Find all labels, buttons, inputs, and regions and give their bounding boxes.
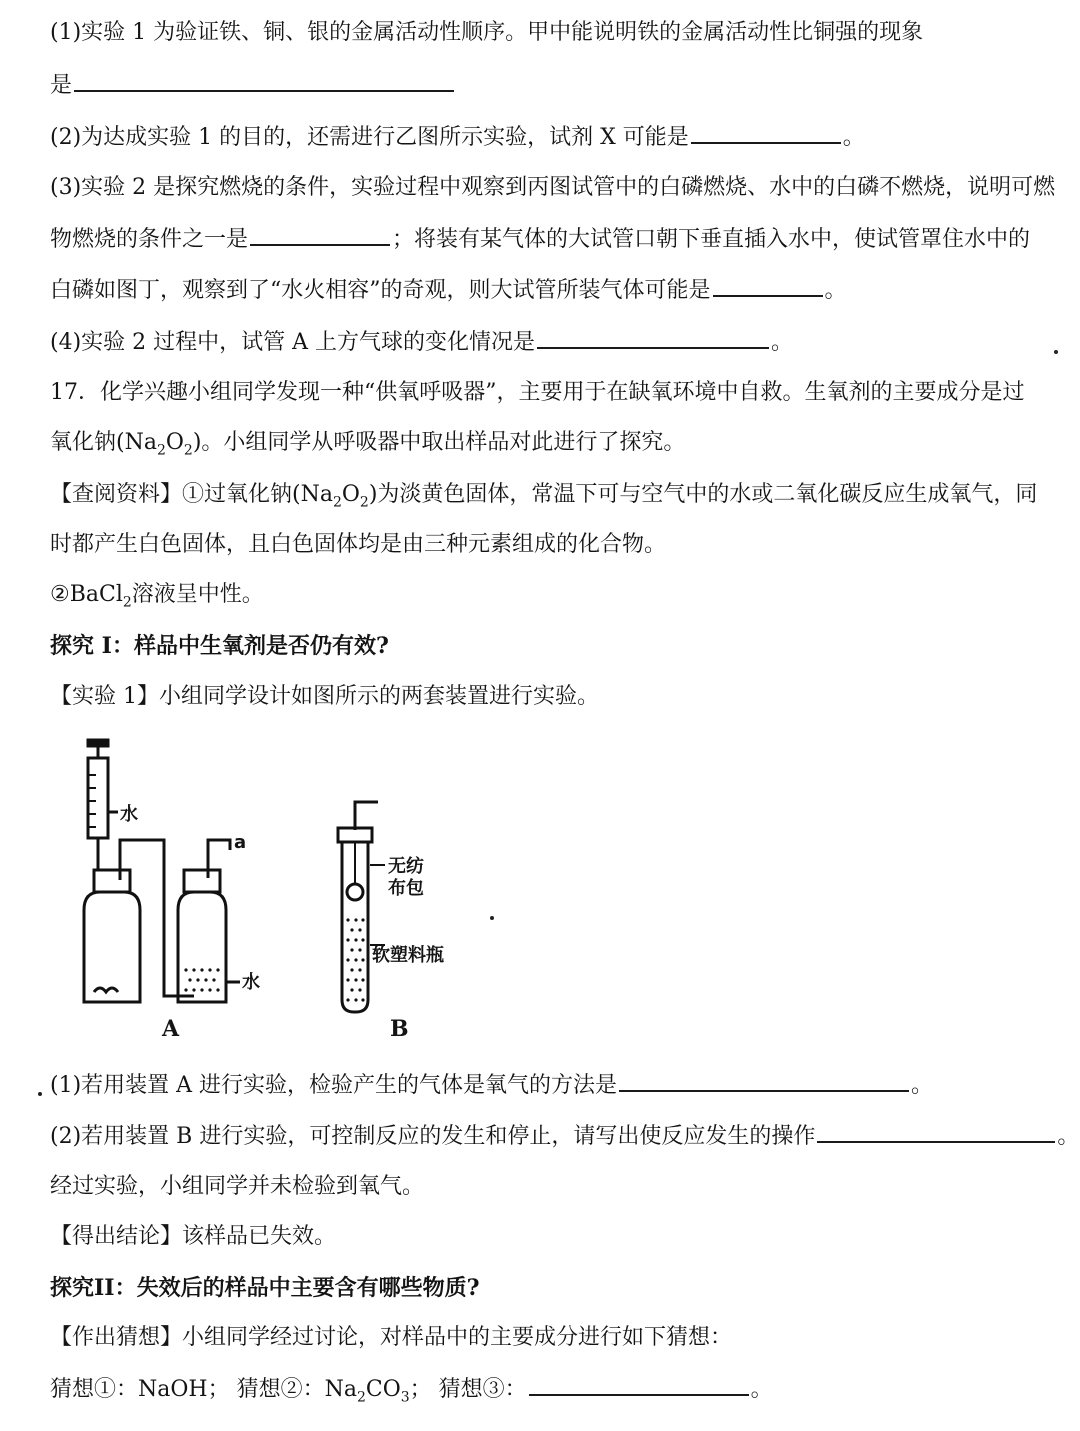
q16-part1-line2-text: 是 (50, 73, 73, 98)
q16-part1-line2 (50, 70, 1042, 101)
ref-text-c: )为淡黄色固体，常温下可与空气中的水或二氧化碳反应生成氧气，同 (368, 482, 1038, 507)
explore-2-heading: 探究II：失效后的样品中主要含有哪些物质? (50, 1275, 480, 1301)
explore-1-heading: 探究 I：样品中生氧剂是否仍有效? (50, 633, 389, 659)
result-text: 经过实验，小组同学并未检验到氧气。 (50, 1174, 425, 1199)
scan-speck (1054, 350, 1058, 354)
q17-reference-line3 (50, 580, 1042, 610)
q16-part4-end: 。 (771, 330, 794, 355)
label-nonwoven-1: 无纺 (388, 856, 424, 877)
sub-question-2 (50, 1121, 1080, 1152)
q16-part3-line3a: 白磷如图丁，观察到了“水火相容”的奇观，则大试管所装气体可能是 (50, 278, 711, 303)
connecting-tube (120, 840, 194, 996)
bottle-right (178, 892, 226, 1002)
hypothesis-sub-b: 3 (400, 1389, 410, 1406)
bottle-left (84, 892, 140, 1002)
label-water-bottom: 水 (242, 972, 260, 993)
syringe-plunger-head (88, 740, 108, 746)
hypothesis-line (50, 1374, 1042, 1405)
q16-part3-line3 (50, 275, 1042, 306)
hypothesis-text-c: ； 猜想③： (409, 1377, 527, 1402)
q16-part2 (50, 122, 1042, 153)
q16-part3-line3b: 。 (824, 278, 847, 303)
sub-question-1-end: 。 (911, 1073, 934, 1098)
q17-intro-text-a: 氧化钠(Na (50, 430, 157, 455)
apparatus-figure (60, 730, 480, 1050)
q17-intro-line2 (50, 428, 1042, 458)
apparatus-a (84, 740, 240, 1002)
hypothesis-sub-a: 2 (356, 1389, 366, 1406)
answer-blank-1[interactable] (74, 70, 454, 92)
experiment-1-text: 【实验 1】小组同学设计如图所示的两套装置进行实验。 (50, 684, 599, 709)
label-nonwoven-2: 布包 (388, 878, 424, 899)
sub-question-2-text: (2)若用装置 B 进行实验，可控制反应的发生和停止，请写出使反应发生的操作 (50, 1124, 816, 1149)
sample-solid (94, 988, 118, 992)
answer-blank-6[interactable] (619, 1070, 909, 1092)
q16-part2-text: (2)为达成实验 1 的目的，还需进行乙图所示实验，试剂 X 可能是 (50, 125, 689, 150)
outlet-tube-b (355, 802, 378, 830)
sub-question-1-text: (1)若用装置 A 进行实验，检验产生的气体是氧气的方法是 (50, 1073, 618, 1098)
label-soft-bottle: 软塑料瓶 (372, 945, 444, 966)
hypothesis-text-a: 猜想①：NaOH； 猜想②：Na (50, 1377, 357, 1402)
ref-sub-3: 2 (122, 594, 132, 611)
answer-blank-5[interactable] (537, 327, 769, 349)
ref-line3-text-a: ②BaCl (50, 582, 123, 607)
sub-question-2-end: 。 (1057, 1124, 1080, 1149)
ref-sub-1: 2 (332, 494, 342, 511)
q16-part2-end: 。 (842, 125, 865, 150)
stopper-left (94, 870, 130, 892)
q17-sub-a: 2 (156, 442, 166, 459)
answer-blank-3[interactable] (250, 224, 390, 246)
caption-a: A (162, 1016, 180, 1042)
label-outlet-a: a (234, 832, 247, 853)
water-fill-right (184, 968, 219, 991)
ref-sub-2: 2 (359, 494, 369, 511)
conclusion-text: 【得出结论】该样品已失效。 (50, 1224, 337, 1249)
q17-sub-b: 2 (183, 442, 193, 459)
stopper-right (184, 870, 220, 892)
ref-text-a: 【查阅资料】①过氧化钠(Na (50, 482, 333, 507)
hypothesis-intro: 【作出猜想】小组同学经过讨论，对样品中的主要成分进行如下猜想： (50, 1325, 733, 1350)
q16-part1-line1: (1)实验 1 为验证铁、铜、银的金属活动性顺序。甲中能说明铁的金属活动性比铜强的现象 (50, 20, 924, 45)
q16-part4-text: (4)实验 2 过程中，试管 A 上方气球的变化情况是 (50, 330, 536, 355)
answer-blank-7[interactable] (817, 1121, 1055, 1143)
q17-intro-text-b: )。小组同学从呼吸器中取出样品对此进行了探究。 (192, 430, 686, 455)
label-water-top: 水 (120, 804, 138, 825)
sub-question-1 (50, 1070, 1042, 1101)
hypothesis-text-b: CO (365, 1377, 401, 1402)
scan-speck (38, 1092, 42, 1096)
q17-intro-text-o: O (165, 430, 184, 455)
q17-reference-line1 (50, 480, 1042, 510)
answer-blank-2[interactable] (691, 122, 841, 144)
scan-speck (490, 916, 494, 920)
liquid-b (346, 918, 364, 1001)
q16-part3-line2 (50, 224, 1042, 255)
hypothesis-end: 。 (750, 1377, 773, 1402)
q17-reference-line2: 时都产生白色固体，且白色固体均是由三种元素组成的化合物。 (50, 532, 667, 557)
ref-line3-text-b: 溶液呈中性。 (131, 582, 264, 607)
answer-blank-4[interactable] (713, 275, 823, 297)
q16-part4 (50, 327, 1042, 358)
q16-part3-line2a: 物燃烧的条件之一是 (50, 227, 249, 252)
stopper-b (338, 828, 372, 842)
answer-blank-8[interactable] (529, 1374, 749, 1396)
caption-b: B (390, 1016, 409, 1042)
nonwoven-bag (347, 884, 363, 900)
ref-text-b: O (341, 482, 360, 507)
q17-intro-line1: 17．化学兴趣小组同学发现一种“供氧呼吸器”，主要用于在缺氧环境中自救。生氧剂的主要成分是过 (50, 380, 1025, 405)
q16-part3-line2b: ；将装有某气体的大试管口朝下垂直插入水中，使试管罩住水中的 (392, 227, 1031, 252)
q16-part3-line1: (3)实验 2 是探究燃烧的条件，实验过程中观察到丙图试管中的白磷燃烧、水中的白磷不燃烧，说明可燃 (50, 175, 1056, 200)
